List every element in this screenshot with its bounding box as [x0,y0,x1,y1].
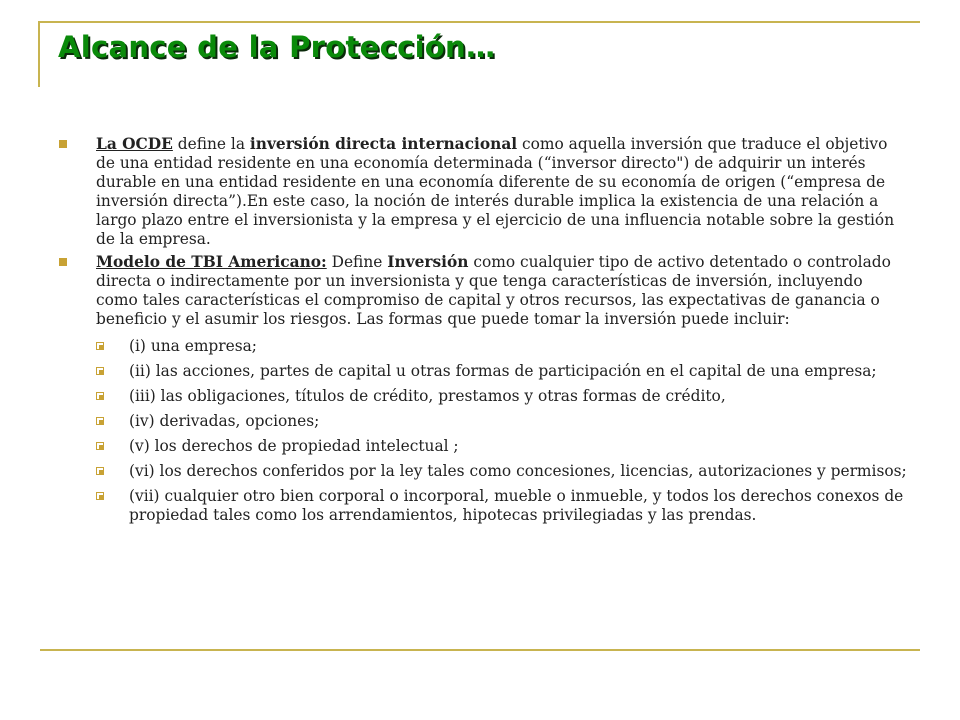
list-item [58,337,908,356]
left-rule [38,21,40,87]
list-item-text: (vii) cualquier otro bien corporal o incorporal, mueble o inmueble, y todos los derechos conexos de propiedad tales como los arrendamientos, hipotecas privilegiadas y las prendas. [129,487,904,524]
paragraph-ocde [58,135,908,249]
box-bullet-icon [96,467,104,475]
paragraph-term: Inversión [387,253,469,271]
list-item-text: (vi) los derechos conferidos por la ley tales como concesiones, licencias, autorizaciones y permisos; [129,462,907,480]
bottom-rule [40,649,920,651]
list-item [58,362,908,381]
paragraph-rest: como aquella inversión que traduce el objetivo de una entidad residente en una economía determinada (“inversor directo") de adquirir un interés durable en una entidad residente en una economía diferente de su economía de origen (“empresa de inversión directa”).En este caso, la noción de interés durable implica la existencia de una relación a largo plazo entre el inversionista y la empresa y el ejercicio de una influencia notable sobre la gestión de la empresa. [96,135,895,248]
list-item-text: (v) los derechos de propiedad intelectual ; [129,437,459,455]
box-bullet-icon [96,492,104,500]
square-bullet-icon [59,140,67,148]
box-bullet-icon [96,417,104,425]
list-item [58,462,908,481]
box-bullet-icon [96,392,104,400]
list-item-text: (i) una empresa; [129,337,257,355]
paragraph-lead: La OCDE [96,135,173,153]
paragraph-pre: define la [172,135,250,153]
box-bullet-icon [96,367,104,375]
list-item [58,387,908,406]
square-bullet-icon [59,258,67,266]
list-item-text: (iii) las obligaciones, títulos de crédito, prestamos y otras formas de crédito, [129,387,726,405]
list-item [58,487,908,525]
paragraph-rest: como cualquier tipo de activo detentado o controlado directa o indirectamente por un inversionista y que tenga características de inversión, incluyendo como tales características el compromiso de capital y otros recursos, las expectativas de ganancia o beneficio y el asumir los riesgos. Las formas que puede tomar la inversión puede incluir: [96,253,891,328]
slide-title: Alcance de la Protección… [58,30,496,64]
list-item-text: (iv) derivadas, opciones; [129,412,320,430]
list-item [58,412,908,431]
top-rule [40,21,920,23]
box-bullet-icon [96,442,104,450]
box-bullet-icon [96,342,104,350]
list-item [58,437,908,456]
slide-content [58,135,908,531]
investment-forms-list [58,337,908,525]
paragraph-tbi [58,253,908,329]
paragraph-term: inversión directa internacional [249,135,518,153]
list-item-text: (ii) las acciones, partes de capital u otras formas de participación en el capital de una empresa; [129,362,877,380]
paragraph-pre: Define [326,253,388,271]
paragraph-lead: Modelo de TBI Americano: [96,253,327,271]
